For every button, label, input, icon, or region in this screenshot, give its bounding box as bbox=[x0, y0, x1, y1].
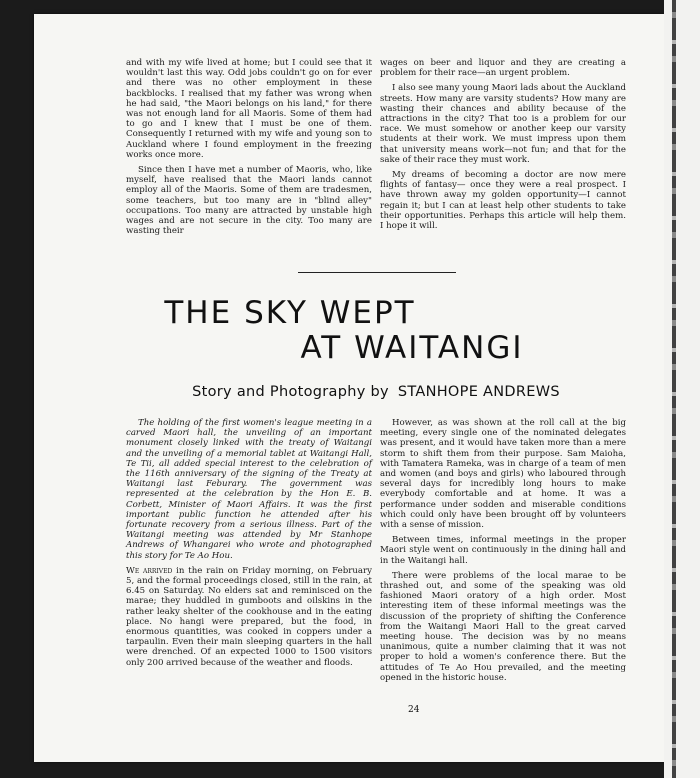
paragraph: I also see many young Maori lads about the Auckland streets. How many are varsity students? How many are wasting their chances and ability because of the attractions in the city? That too is a problem for our race. We must somehow or another keep our varsity students at their work. We must impress upon them that university means work—not fun; and that for the sake of their race they must work. bbox=[380, 83, 626, 165]
top-left-column bbox=[126, 58, 372, 241]
byline bbox=[126, 384, 626, 400]
paragraph: wages on beer and liquor and they are creating a problem for their race—an urgent problem. bbox=[380, 58, 626, 79]
page-number: 24 bbox=[408, 705, 420, 715]
bottom-left-column bbox=[126, 418, 372, 673]
paragraph: Since then I have met a number of Maoris, who, like myself, have realised that the Maori lands cannot employ all of the Maoris. Some of them are tradesmen, some teachers, but too many are in "blind alley" occupations. Too many are attracted by unstable high wages and are not secure in the city. Too many are wasting their bbox=[126, 165, 372, 237]
intro-paragraph: The holding of the first women's league meeting in a carved Maori hall, the unveiling of an important monument closely linked with the treaty of Waitangi and the unveiling of a memorial tablet at Waitangi Hall, Te Tii, all added special interest to the celebration of the 116th anniversary of the signing of the Treaty at Waitangi last Feburary. The government was represented at the celebration by the Hon E. B. Corbett, Minister of Maori Affairs. It was the first important public function he attended after his fortunate recovery from a serious illness. Part of the Waitangi meeting was attended by Mr Stanhope Andrews of Whangarei who wrote and photographed this story for Te Ao Hou. bbox=[126, 418, 372, 561]
lead-in-caps: We arrived bbox=[126, 565, 173, 576]
article-title-line-2: AT WAITANGI bbox=[300, 330, 524, 366]
byline-author: STANHOPE ANDREWS bbox=[397, 384, 560, 400]
bottom-right-column bbox=[380, 418, 626, 688]
paragraph: Between times, informal meetings in the proper Maori style went on continuously in the dining hall and in the Waitangi hall. bbox=[380, 535, 626, 566]
section-divider bbox=[298, 272, 456, 273]
magazine-page bbox=[34, 14, 664, 762]
binding-stitching bbox=[672, 0, 676, 778]
paragraph: and with my wife lived at home; but I could see that it wouldn't last this way. Odd jobs couldn't go on for ever and there was no other employment in these backblocks. I realised that my father was wrong when he had said, "the Maori belongs on his land," for there was not enough land for all Maoris. Some of them had to go and I knew that I must be one of them. Consequently I returned with my wife and young son to Auckland where I found employment in the freezing works once more. bbox=[126, 58, 372, 160]
paragraph bbox=[126, 566, 372, 668]
lead-in-text: in the rain on Friday morning, on February 5, and the formal proceedings closed, still in the rain, at 6.45 on Saturday. No elders sat and reminisced on the marae; they huddled in gumboots and oilskins in the rather leaky shelter of the cookhouse and in the eating place. No hangi were prepared, but the food, in enormous quantities, was cooked in coppers under a tarpaulin. Even their main sleeping quarters in the hall were drenched. Of an expected 1000 to 1500 visitors only 200 arrived because of the weather and floods. bbox=[126, 565, 372, 668]
paragraph: My dreams of becoming a doctor are now mere flights of fantasy— once they were a real prospect. I have thrown away my golden opportunity—I cannot regain it; but I can at least help other students to take their opportunities. Perhaps this article will help them. I hope it will. bbox=[380, 170, 626, 232]
top-right-column bbox=[380, 58, 626, 236]
paragraph: There were problems of the local marae to be thrashed out, and some of the speaking was old fashioned Maori oratory of a high order. Most interesting item of these informal meetings was the discussion of the propriety of shifting the Conference from the Waitangi Maori Hall to the great carved meeting house. The decision was by no means unanimous, quite a number claiming that it was not proper to hold a women's conference there. But the attitudes of Te Ao Hou prevailed, and the meeting opened in the historic house. bbox=[380, 570, 626, 683]
binding-edge bbox=[664, 0, 700, 778]
byline-prefix: Story and Photography by bbox=[192, 384, 389, 400]
article-title-line-1: THE SKY WEPT bbox=[164, 295, 416, 331]
paragraph: However, as was shown at the roll call at the big meeting, every single one of the nominated delegates was present, and it would have taken more than a mere storm to shift them from their purpose. Sam Maioha, with Tamatera Rameka, was in charge of a team of men and women (and boys and girls) who laboured through several days for incredibly long hours to make everybody comfortable and at home. It was a performance under sodden and miserable conditions which could only have been brought off by volunteers with a sense of mission. bbox=[380, 418, 626, 531]
